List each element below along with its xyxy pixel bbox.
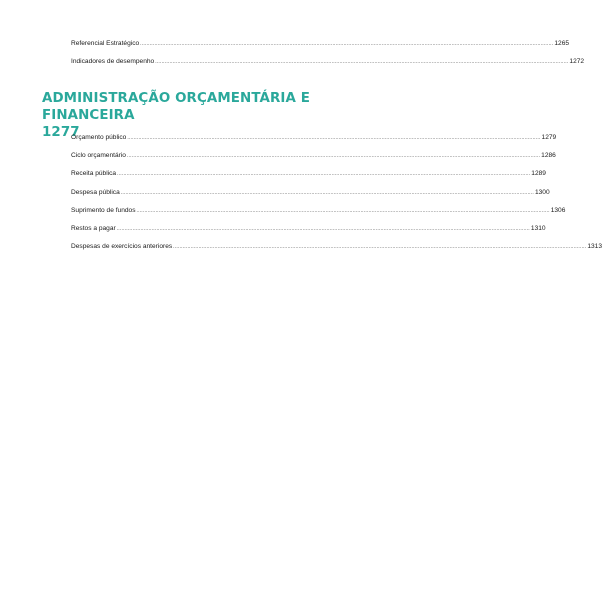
toc-entry-suprimento-de-fundos[interactable] xyxy=(71,206,566,224)
toc-entry-page-number: 1313 xyxy=(587,243,602,251)
toc-entry-page-number: 1286 xyxy=(541,152,556,160)
toc-entry-title: Restos a pagar xyxy=(71,224,116,232)
toc-leader-dots: .................................................................................................................................................................................................................................................................... xyxy=(140,41,554,47)
toc-leader-dots: .................................................................................................................................................................................................................................................................... xyxy=(173,244,587,251)
toc-entry-title: Suprimento de fundos xyxy=(71,206,136,214)
toc-list-previous-section xyxy=(71,39,585,75)
toc-entry-title: Despesa pública xyxy=(71,188,120,196)
toc-entry-orcamento-publico[interactable] xyxy=(71,133,557,151)
toc-entry-page-number: 1279 xyxy=(541,134,557,141)
toc-entry-ciclo-orcamentario[interactable] xyxy=(71,151,556,169)
toc-entry-referencial-estrategico[interactable] xyxy=(71,39,570,57)
toc-leader-dots: .................................................................................................................................................................................................................................................................... xyxy=(117,171,531,178)
toc-entry-title: Receita pública xyxy=(71,170,117,178)
toc-leader-dots: .................................................................................................................................................................................................................................................................... xyxy=(120,189,534,196)
toc-entry-despesas-de-exercicios-anteriores[interactable] xyxy=(71,242,602,260)
toc-entry-page-number: 1310 xyxy=(530,224,546,232)
toc-entry-page-number: 1272 xyxy=(569,58,585,65)
toc-entry-despesa-publica[interactable] xyxy=(71,188,550,206)
toc-entry-title: Indicadores de desempenho xyxy=(71,58,155,65)
toc-leader-dots: .................................................................................................................................................................................................................................................................... xyxy=(155,59,569,65)
chapter-page-number: 1277 xyxy=(42,125,80,140)
toc-entry-restos-a-pagar[interactable] xyxy=(71,224,546,242)
toc-entry-page-number: 1265 xyxy=(554,40,570,47)
toc-entry-title: Referencial Estratégico xyxy=(71,40,140,47)
toc-entry-receita-publica[interactable] xyxy=(71,169,546,187)
toc-entry-title: Orçamento público xyxy=(71,134,127,141)
toc-entry-title: Despesas de exercícios anteriores xyxy=(71,243,173,251)
chapter-title: ADMINISTRAÇÃO ORÇAMENTÁRIA E FINANCEIRA xyxy=(42,91,310,123)
toc-entry-page-number: 1306 xyxy=(550,206,566,214)
toc-list-chapter xyxy=(71,133,602,260)
toc-entry-page-number: 1300 xyxy=(534,188,550,196)
toc-entry-indicadores-de-desempenho[interactable] xyxy=(71,57,585,75)
toc-entry-title: Ciclo orçamentário xyxy=(71,152,126,160)
toc-leader-dots: .................................................................................................................................................................................................................................................................... xyxy=(127,135,541,141)
toc-leader-dots: .................................................................................................................................................................................................................................................................... xyxy=(116,225,530,232)
toc-leader-dots: .................................................................................................................................................................................................................................................................... xyxy=(126,153,541,160)
toc-entry-page-number: 1289 xyxy=(531,170,546,178)
toc-leader-dots: .................................................................................................................................................................................................................................................................... xyxy=(136,207,550,214)
